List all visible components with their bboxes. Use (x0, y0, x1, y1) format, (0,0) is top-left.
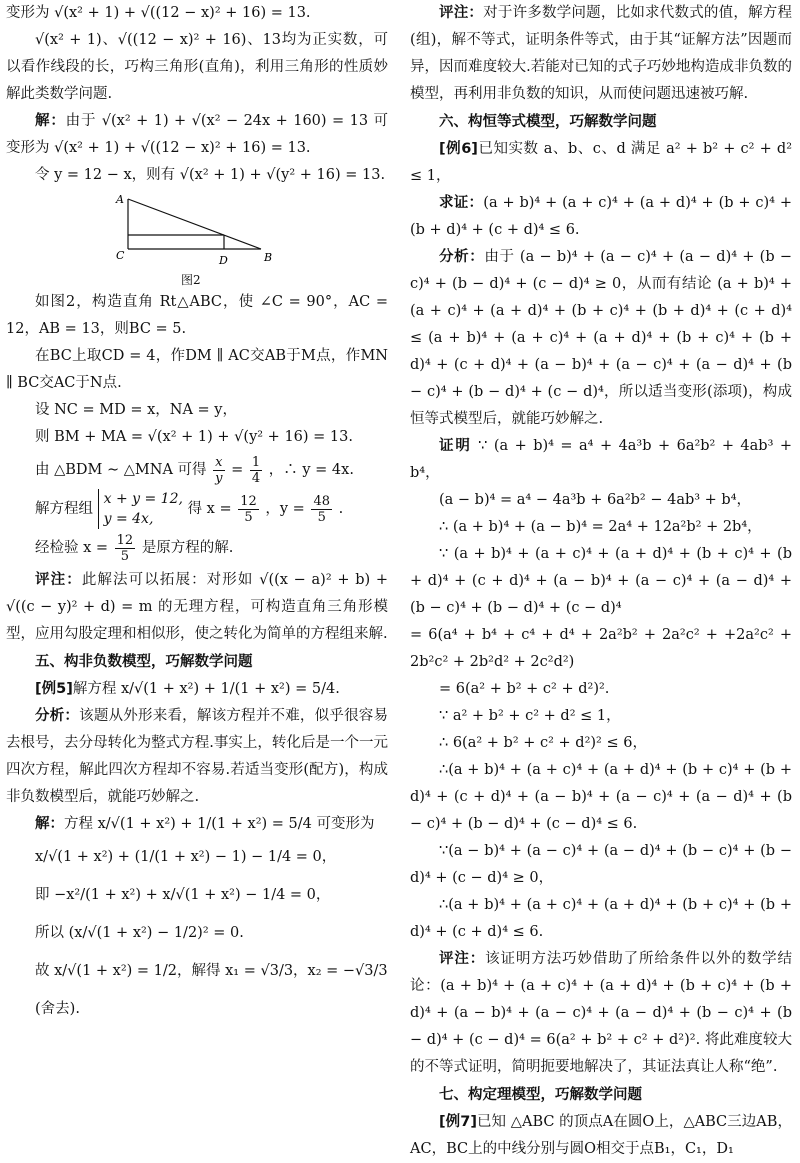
paragraph (410, 244, 792, 433)
equation-line (6, 489, 388, 529)
prove-text: (a + b)⁴ + (a + c)⁴ + (a + d)⁴ + (b + c)⁴ + (b + d)⁴ + (c + d)⁴ ≤ 6. (410, 195, 792, 238)
numerator: 12 (116, 532, 134, 548)
proof-line: ∵(a − b)⁴ + (a − c)⁴ + (a − d)⁴ + (b − c)⁴ + (b − d)⁴ + (c − d)⁴ ≥ 0， (410, 843, 792, 886)
label-c: C (116, 249, 125, 262)
numerator: 48 (313, 493, 330, 509)
fraction (213, 455, 224, 486)
eq-text: 经检验 x = (35, 540, 109, 556)
remark-label: 评注： (439, 951, 486, 967)
example-text: 解方程 x/√(1 + x²) + 1/(1 + x²) = 5/4. (72, 681, 340, 697)
numerator: x (213, 455, 224, 471)
paragraph: 如图2，构造直角 Rt△ABC，使 ∠C = 90°，AC = 12，AB = 13，则BC = 5. (6, 294, 388, 337)
remark-label: 评注： (439, 5, 484, 21)
eq-text: = (231, 462, 244, 478)
eq-text: . (338, 501, 344, 517)
example-text: 已知实数 a、b、c、d 满足 a² + b² + c² + d² ≤ 1， (410, 141, 793, 184)
section-heading: 五、构非负数模型，巧解数学问题 (35, 654, 253, 670)
equation-line (6, 529, 388, 567)
equation-system (98, 489, 183, 529)
example-label: [例6] (439, 141, 478, 157)
fraction (238, 494, 259, 525)
eq-text: 得 x = (187, 501, 232, 517)
example (6, 676, 388, 703)
example (410, 1109, 792, 1163)
equation-line (6, 451, 388, 489)
denominator: 5 (317, 509, 326, 525)
equation-line: 故 x/√(1 + x²) = 1/2，解得 x₁ = √3/3，x₂ = −√3/3 (舍去). (35, 963, 388, 1017)
paragraph (410, 0, 792, 108)
triangle-diagram (106, 189, 286, 269)
figure-caption: 图2 (181, 273, 201, 287)
eq-text: ，y = (265, 501, 305, 517)
proof-line: = 6(a⁴ + b⁴ + c⁴ + d⁴ + 2a²b² + 2a²c² + +2a²c² + 2b²c² + 2b²d² + 2c²d²) (410, 627, 792, 670)
analysis-text: 由于 (a − b)⁴ + (a − c)⁴ + (a − d)⁴ + (b − c)⁴ + (b − d)⁴ + (c − d)⁴ ≥ 0，从而有结论 (a + b)⁴ + (a + c)⁴ + (a + d)⁴ + (b + c)⁴ + (b + d)⁴ + (c + d)⁴ ≤ (a + b)⁴ + (a + c)⁴ + (a + d)⁴ + (b + c)⁴ + (b + d)⁴ + (c + d)⁴ + (a − b)⁴ + (a − c)⁴ + (a − d)⁴ + (b − c)⁴ + (b − d)⁴ + (c − d)⁴，所以适当变形(添项)，构成恒等式模型后，就能巧妙解之. (410, 249, 793, 427)
text-line: 令 y = 12 − x，则有 √(x² + 1) + √(y² + 16) = 13. (35, 167, 386, 183)
analysis-label: 分析： (439, 249, 485, 265)
denominator: 5 (120, 548, 130, 564)
numerator: 12 (240, 493, 257, 509)
numerator: 1 (251, 454, 261, 470)
text-line: 变形为 √(x² + 1) + √((12 − x)² + 16) = 13. (6, 5, 311, 21)
section-heading: 六、构恒等式模型，巧解数学问题 (439, 114, 657, 130)
proof-line (410, 433, 792, 487)
denominator: 4 (251, 470, 261, 486)
paragraph: 在BC上取CD = 4，作DM ∥ AC交AB于M点，作MN ∥ BC交AC于N点. (6, 348, 388, 391)
paragraph (6, 108, 388, 162)
remark-text: 对于许多数学问题，比如求代数式的值，解方程(组)，解不等式，证明条件等式，由于其“证解方法”因题而异，因而难度较大.若能对已知的式子巧妙地构造成非负数的模型，再利用非负数的知识，从而使问题迅速被巧解. (410, 5, 793, 102)
fraction (115, 533, 136, 564)
section-heading: 七、构定理模型，巧解数学问题 (439, 1087, 642, 1103)
denominator: y (215, 470, 223, 486)
denominator: 5 (244, 509, 253, 525)
text-line: 设 NC = MD = x，NA = y， (35, 402, 237, 418)
remark-text: 该证明方法巧妙借助了所给条件以外的数学结论：(a + b)⁴ + (a + c)⁴ + (a + d)⁴ + (b + c)⁴ + (b + d)⁴ + (a − b)⁴ + (a − c)⁴ + (a − d)⁴ + (b − c)⁴ + (b − d)⁴ + (c − d)⁴ = 6(a² + b² + c² + d²)². 将此难度较大的不等式证明，简明扼要地解决了，其证法真让人称“绝”. (410, 951, 793, 1075)
proof-line: ∴(a + b)⁴ + (a + c)⁴ + (a + d)⁴ + (b + c)⁴ + (b + d)⁴ + (c + d)⁴ + (a − b)⁴ + (a − c)⁴ + (a − d)⁴ + (b − c)⁴ + (b − d)⁴ + (c − d)⁴ ≤ 6. (410, 762, 792, 832)
paragraph: √(x² + 1)、√((12 − x)² + 16)、13均为正实数，可以看作线段的长，巧构三角形(直角)，利用三角形的性质妙解此类数学问题. (6, 32, 388, 102)
paragraph (6, 703, 388, 811)
prove-label: 求证： (439, 195, 484, 211)
label-b: B (264, 251, 273, 264)
equation-line: 所以 (x/√(1 + x²) − 1/2)² = 0. (35, 925, 244, 941)
proof-line: ∴ 6(a² + b² + c² + d²)² ≤ 6， (439, 735, 647, 751)
label-a: A (116, 193, 124, 206)
paragraph (410, 946, 792, 1081)
solution-label: 解： (35, 113, 66, 129)
remark-label: 评注： (35, 572, 82, 588)
paragraph (410, 190, 792, 244)
proof-line: ∴ (a + b)⁴ + (a − b)⁴ = 2a⁴ + 12a²b² + 2b⁴， (439, 519, 762, 535)
proof-line: ∵ (a + b)⁴ + (a + c)⁴ + (a + d)⁴ + (b + c)⁴ + (b + d)⁴ + (c + d)⁴ + (a − b)⁴ + (a − c)⁴ + (a − d)⁴ + (b − c)⁴ + (b − d)⁴ + (c − d)⁴ (410, 546, 792, 616)
proof-line: = 6(a² + b² + c² + d²)². (439, 681, 610, 697)
example-label: [例7] (439, 1114, 477, 1130)
label-d: D (219, 254, 228, 267)
example-text: 已知 △ABC 的顶点A在圆O上，△ABC三边AB，AC，BC上的中线分别与圆O相交于点B₁，C₁，D₁ (410, 1114, 792, 1157)
solution-text: 方程 x/√(1 + x²) + 1/(1 + x²) = 5/4 可变形为 (64, 816, 375, 832)
equation-line: 即 −x²/(1 + x²) + x/√(1 + x²) − 1/4 = 0， (35, 887, 331, 903)
analysis-text: 该题从外形来看，解该方程并不难，似乎很容易去根号，去分母转化为整式方程.事实上，转化后是一个一元四次方程，解此四次方程却不容易.若适当变形(配方)，构成非负数模型后，就能巧妙解之. (6, 708, 389, 805)
solution-label: 解： (35, 816, 64, 832)
eq-text: 由 △BDM ∼ △MNA 可得 (35, 462, 207, 478)
solution-text: 由于 √(x² + 1) + √(x² − 24x + 160) = 13 可变形为 √(x² + 1) + √((12 − x)² + 16) = 13. (6, 113, 388, 156)
figure-2 (6, 189, 388, 289)
system-row: x + y = 12, (103, 491, 183, 507)
text-line (6, 811, 388, 838)
equation-line: x/√(1 + x²) + (1/(1 + x²) − 1) − 1/4 = 0， (35, 849, 337, 865)
text-line: 则 BM + MA = √(x² + 1) + √(y² + 16) = 13. (35, 429, 353, 445)
proof-line: ∴(a + b)⁴ + (a + c)⁴ + (a + d)⁴ + (b + c)⁴ + (b + d)⁴ + (c + d)⁴ ≤ 6. (410, 897, 792, 940)
example (410, 136, 792, 190)
eq-text: 是原方程的解. (141, 540, 234, 556)
paragraph (6, 567, 388, 648)
analysis-label: 分析： (35, 708, 80, 724)
example-label: [例5] (35, 681, 73, 697)
proof-text: ∵ (a + b)⁴ = a⁴ + 4a³b + 6a²b² + 4ab³ + b⁴， (410, 438, 793, 481)
eq-text: 解方程组 (35, 501, 93, 517)
right-column (410, 0, 792, 1163)
remark-text: 此解法可以拓展：对形如 √((x − a)² + b) + √((c − y)² + d) = m 的无理方程，可构造直角三角形模型，应用勾股定理和相似形，使之转化为简单的方程组来解. (6, 572, 389, 642)
fraction (311, 494, 332, 525)
left-column (6, 0, 388, 1028)
proof-line: ∵ a² + b² + c² + d² ≤ 1， (439, 708, 621, 724)
eq-text: ，∴ y = 4x. (268, 462, 354, 478)
proof-line: (a − b)⁴ = a⁴ − 4a³b + 6a²b² − 4ab³ + b⁴， (439, 492, 752, 508)
system-row: y = 4x, (103, 511, 154, 527)
fraction (250, 455, 262, 486)
proof-label: 证明 (439, 438, 472, 454)
